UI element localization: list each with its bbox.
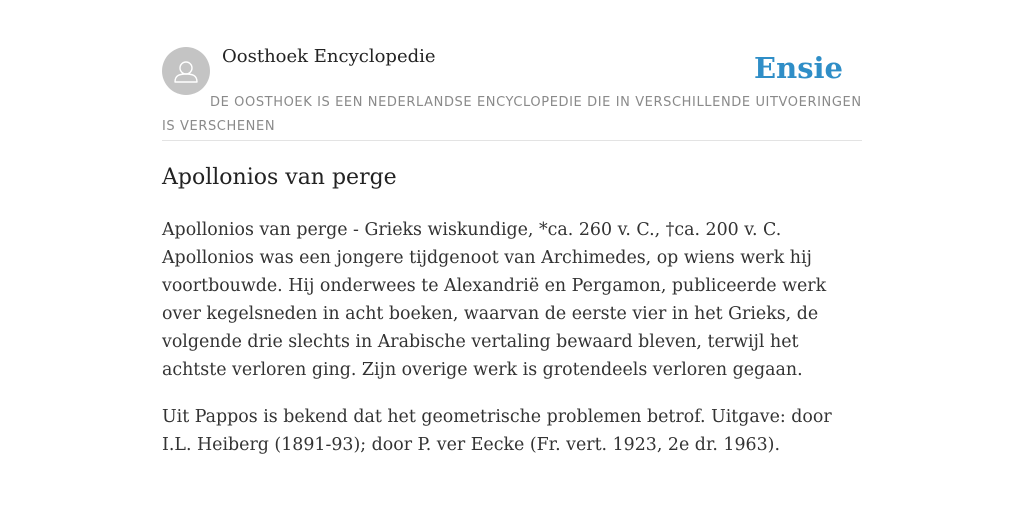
article-title: Apollonios van perge xyxy=(162,165,397,190)
source-avatar[interactable] xyxy=(162,47,210,95)
article-body xyxy=(162,216,864,478)
brand-logo-link[interactable]: Ensie xyxy=(754,51,843,85)
user-icon xyxy=(162,47,210,95)
article-paragraph: Uit Pappos is bekend dat het geometrische problemen betrof. Uitgave: door I.L. Heiberg (1891-93); door P. ver Eecke (Fr. vert. 1923, 2e dr. 1963). xyxy=(162,407,832,455)
source-header xyxy=(162,45,862,141)
source-title-link[interactable]: Oosthoek Encyclopedie xyxy=(222,46,436,67)
source-description: DE OOSTHOEK IS EEN NEDERLANDSE ENCYCLOPEDIE DIE IN VERSCHILLENDE UITVOERINGEN IS VERSCHENEN xyxy=(162,95,862,134)
article-paragraph: Apollonios van perge - Grieks wiskundige, *ca. 260 v. C., †ca. 200 v. C. Apollonios was een jongere tijdgenoot van Archimedes, op wiens werk hij voortbouwde. Hij onderwees te Alexandrië en Pergamon, publiceerde werk over kegelsneden in acht boeken, waarvan de eerste vier in het Grieks, de volgende drie slechts in Arabische vertaling bewaard bleven, terwijl het achtste verloren ging. Zijn overige werk is grotendeels verloren gegaan. xyxy=(162,220,827,380)
